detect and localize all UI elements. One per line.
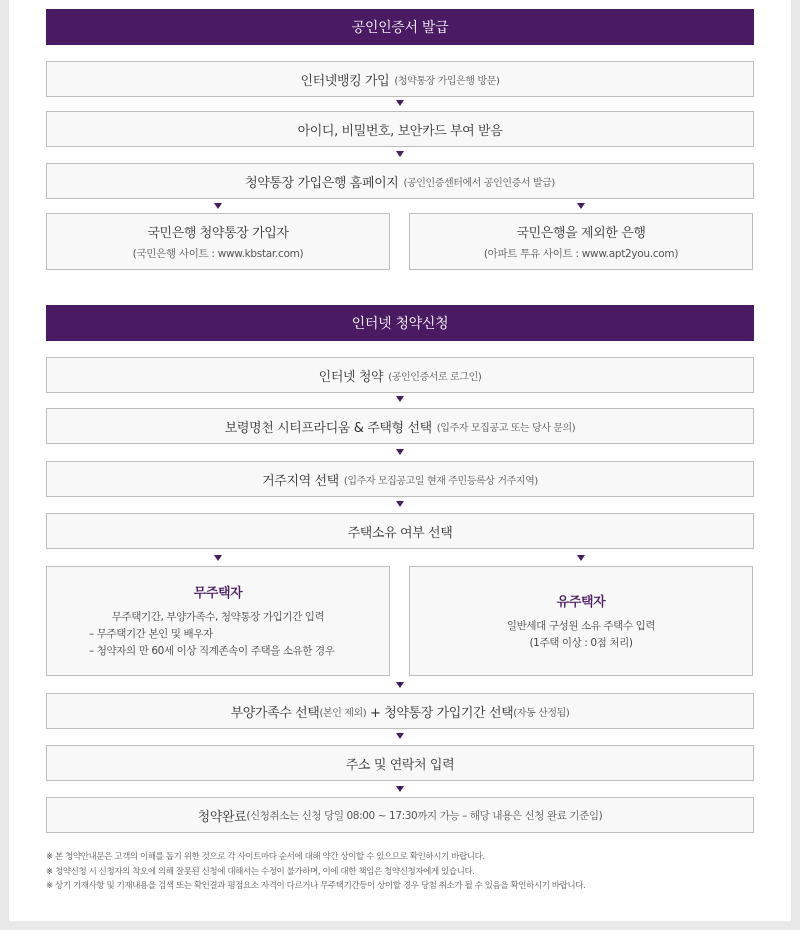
step-sub-text: (자동 산정됨) <box>513 707 570 719</box>
note-line: ※ 청약신청 시 신청자의 착오에 의해 잘못된 신청에 대해서는 수정이 불가하며, 이에 대한 책임은 청약신청자에게 있습니다. <box>46 866 475 877</box>
other-bank-site: (아파트 투유 사이트 : www.apt2you.com) <box>483 248 679 260</box>
step-sub-text: (청약통장 가입은행 방문) <box>394 75 500 87</box>
kb-bank-site: (국민은행 사이트 : www.kbstar.com) <box>132 248 304 260</box>
no-house-line: – 무주택기간 본인 및 배우자 <box>89 628 213 640</box>
has-house-box <box>409 566 753 676</box>
other-bank-box <box>409 213 753 270</box>
other-bank-title: 국민은행을 제외한 은행 <box>516 226 646 241</box>
step-main-text: 아이디, 비밀번호, 보안카드 부여 받음 <box>297 123 503 139</box>
step-select-house-type <box>46 408 754 444</box>
no-house-line: – 청약자의 만 60세 이상 직계존속이 주택을 소유한 경우 <box>89 645 335 657</box>
step-sub-text: (입주자 모집공고 또는 당사 문의) <box>436 422 576 434</box>
step-sub-text: (공인인증센터에서 공인인증서 발급) <box>403 177 555 189</box>
kb-bank-title: 국민은행 청약통장 가입자 <box>147 226 289 241</box>
down-arrow-icon <box>396 501 404 507</box>
step-address-contact <box>46 745 754 781</box>
note-line: ※ 본 청약안내문은 고객의 이해를 돕기 위한 것으로 각 사이트마다 순서에 대해 약간 상이할 수 있으므로 확인하시기 바랍니다. <box>46 852 485 862</box>
step-main-text: 인터넷 청약 <box>318 369 384 385</box>
down-arrow-icon <box>396 396 404 402</box>
down-arrow-icon <box>396 151 404 157</box>
down-arrow-icon <box>577 555 585 561</box>
step-house-ownership <box>46 513 754 549</box>
step-select-region <box>46 461 754 497</box>
step-bank-homepage <box>46 163 754 199</box>
step-main-text: 부양가족수 선택 <box>230 705 320 721</box>
notes <box>46 850 766 894</box>
step-main-text: 청약완료 <box>197 809 247 825</box>
section-title-text: 공인인증서 발급 <box>351 20 449 36</box>
no-house-title: 무주택자 <box>193 586 243 601</box>
step-main-text: 인터넷뱅킹 가입 <box>300 73 390 89</box>
has-house-line: (1주택 이상 : 0점 처리) <box>529 636 633 649</box>
step-sub-text: (신청취소는 신청 당일 08:00 ~ 17:30까지 가능 – 해당 내용은 신청 완료 기준임) <box>246 809 603 822</box>
note-line: ※ 상기 기재사항 및 기재내용을 검색 또는 확인결과 평점요소 자격이 다르거나 무주택기간등이 상이할 경우 당첨 취소가 될 수 있음을 확인하시기 바랍니다. <box>46 881 586 891</box>
down-arrow-icon <box>214 203 222 209</box>
step-sub-text: (입주자 모집공고일 현재 주민등록상 거주지역) <box>343 475 538 487</box>
has-house-line: 일반세대 구성원 소유 주택수 입력 <box>506 619 656 632</box>
step-main-text: 주소 및 연락처 입력 <box>345 757 455 773</box>
step-main-text: 거주지역 선택 <box>262 473 339 489</box>
section-title-application <box>46 305 754 341</box>
section-title-certificate <box>46 9 754 45</box>
no-house-box <box>46 566 390 676</box>
step-sub-text: (공인인증서로 로그인) <box>388 371 482 383</box>
down-arrow-icon <box>396 733 404 739</box>
section-title-text: 인터넷 청약신청 <box>351 316 449 332</box>
step-family-and-period <box>46 693 754 729</box>
step-main-text: 청약통장 가입은행 홈페이지 <box>245 175 399 191</box>
has-house-title: 유주택자 <box>556 594 606 610</box>
step-internet-banking <box>46 61 754 97</box>
step-main-text: 보령명천 시티프라디움 & 주택형 선택 <box>224 420 432 436</box>
kb-bank-box <box>46 213 390 270</box>
step-internet-apply <box>46 357 754 393</box>
down-arrow-icon <box>577 203 585 209</box>
down-arrow-icon <box>396 449 404 455</box>
step-main-text: + 청약통장 가입기간 선택 <box>366 705 514 721</box>
down-arrow-icon <box>396 682 404 688</box>
step-sub-text: (본인 제외) <box>319 707 367 719</box>
no-house-line: 무주택기간, 부양가족수, 청약통장 가입기간 입력 <box>111 611 325 623</box>
step-complete <box>46 797 754 833</box>
down-arrow-icon <box>396 100 404 106</box>
down-arrow-icon <box>396 786 404 792</box>
down-arrow-icon <box>214 555 222 561</box>
step-main-text: 주택소유 여부 선택 <box>347 525 453 541</box>
step-credentials <box>46 111 754 147</box>
